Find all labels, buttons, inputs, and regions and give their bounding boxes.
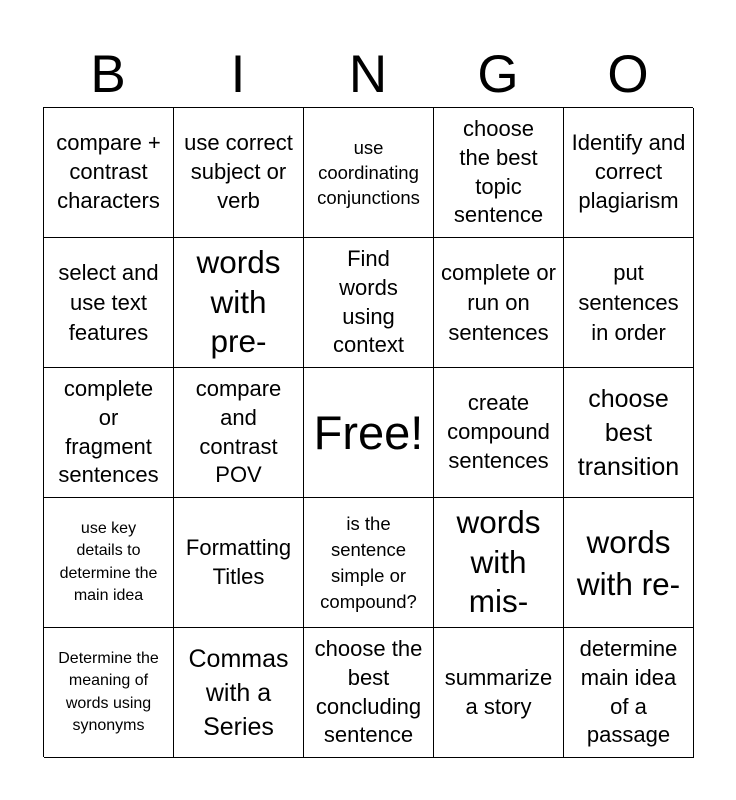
bingo-cell[interactable] — [304, 628, 434, 758]
header-letter-g: G — [477, 45, 519, 104]
cell-text: Find words using context — [333, 245, 404, 358]
bingo-cell[interactable] — [434, 498, 564, 628]
cell-text: use key details to determine the main idea — [59, 519, 158, 604]
bingo-header — [43, 46, 693, 104]
bingo-cell[interactable] — [564, 628, 694, 758]
header-letter-n: N — [348, 45, 388, 104]
header-letter-o: O — [607, 45, 649, 104]
cell-text: compare and contrast POV — [195, 375, 282, 488]
bingo-cell[interactable] — [434, 108, 564, 238]
cell-text: Formatting Titles — [185, 534, 292, 589]
free-space-text: Free! — [313, 405, 424, 459]
bingo-cell[interactable] — [434, 368, 564, 498]
bingo-cell[interactable] — [174, 108, 304, 238]
bingo-cell[interactable] — [174, 498, 304, 628]
bingo-cell[interactable] — [434, 628, 564, 758]
cell-text: create compound sentences — [447, 390, 550, 473]
cell-text: words with mis- — [456, 504, 541, 620]
cell-text: complete or run on sentences — [441, 259, 556, 345]
bingo-cell[interactable] — [304, 238, 434, 368]
cell-text: summarize a story — [444, 664, 553, 719]
bingo-cell[interactable] — [564, 108, 694, 238]
cell-text: words with pre- — [196, 244, 281, 360]
bingo-cell[interactable] — [44, 108, 174, 238]
bingo-cell[interactable] — [564, 238, 694, 368]
bingo-cell[interactable] — [304, 108, 434, 238]
bingo-cell[interactable] — [44, 368, 174, 498]
cell-text: is the sentence simple or compound? — [320, 512, 417, 612]
cell-text: Identify and correct plagiarism — [571, 130, 686, 213]
bingo-cell[interactable] — [564, 498, 694, 628]
bingo-cell[interactable] — [44, 238, 174, 368]
cell-text: Commas with a Series — [188, 644, 289, 741]
cell-text: use correct subject or verb — [184, 130, 293, 213]
cell-text: select and use text features — [58, 259, 159, 345]
bingo-cell[interactable] — [44, 498, 174, 628]
cell-text: choose best transition — [577, 384, 680, 481]
bingo-cell[interactable] — [174, 628, 304, 758]
header-letter-i: I — [230, 45, 246, 104]
bingo-cell-free[interactable] — [304, 368, 434, 498]
cell-text: complete or fragment sentences — [58, 375, 159, 488]
cell-text: compare + contrast characters — [56, 130, 161, 213]
cell-text: choose the best topic sentence — [453, 115, 544, 228]
bingo-cell[interactable] — [174, 368, 304, 498]
bingo-card-grid — [43, 107, 693, 757]
cell-text: Determine the meaning of words using synonyms — [58, 649, 159, 734]
header-letter-b: B — [90, 45, 126, 104]
bingo-cell[interactable] — [304, 498, 434, 628]
bingo-cell[interactable] — [44, 628, 174, 758]
bingo-cell[interactable] — [434, 238, 564, 368]
cell-text: put sentences in order — [578, 259, 679, 345]
bingo-cell[interactable] — [174, 238, 304, 368]
cell-text: use coordinating conjunctions — [317, 137, 420, 208]
cell-text: choose the best concluding sentence — [314, 635, 423, 748]
cell-text: determine main idea of a passage — [579, 635, 678, 748]
cell-text: words with re- — [576, 523, 681, 602]
bingo-cell[interactable] — [564, 368, 694, 498]
